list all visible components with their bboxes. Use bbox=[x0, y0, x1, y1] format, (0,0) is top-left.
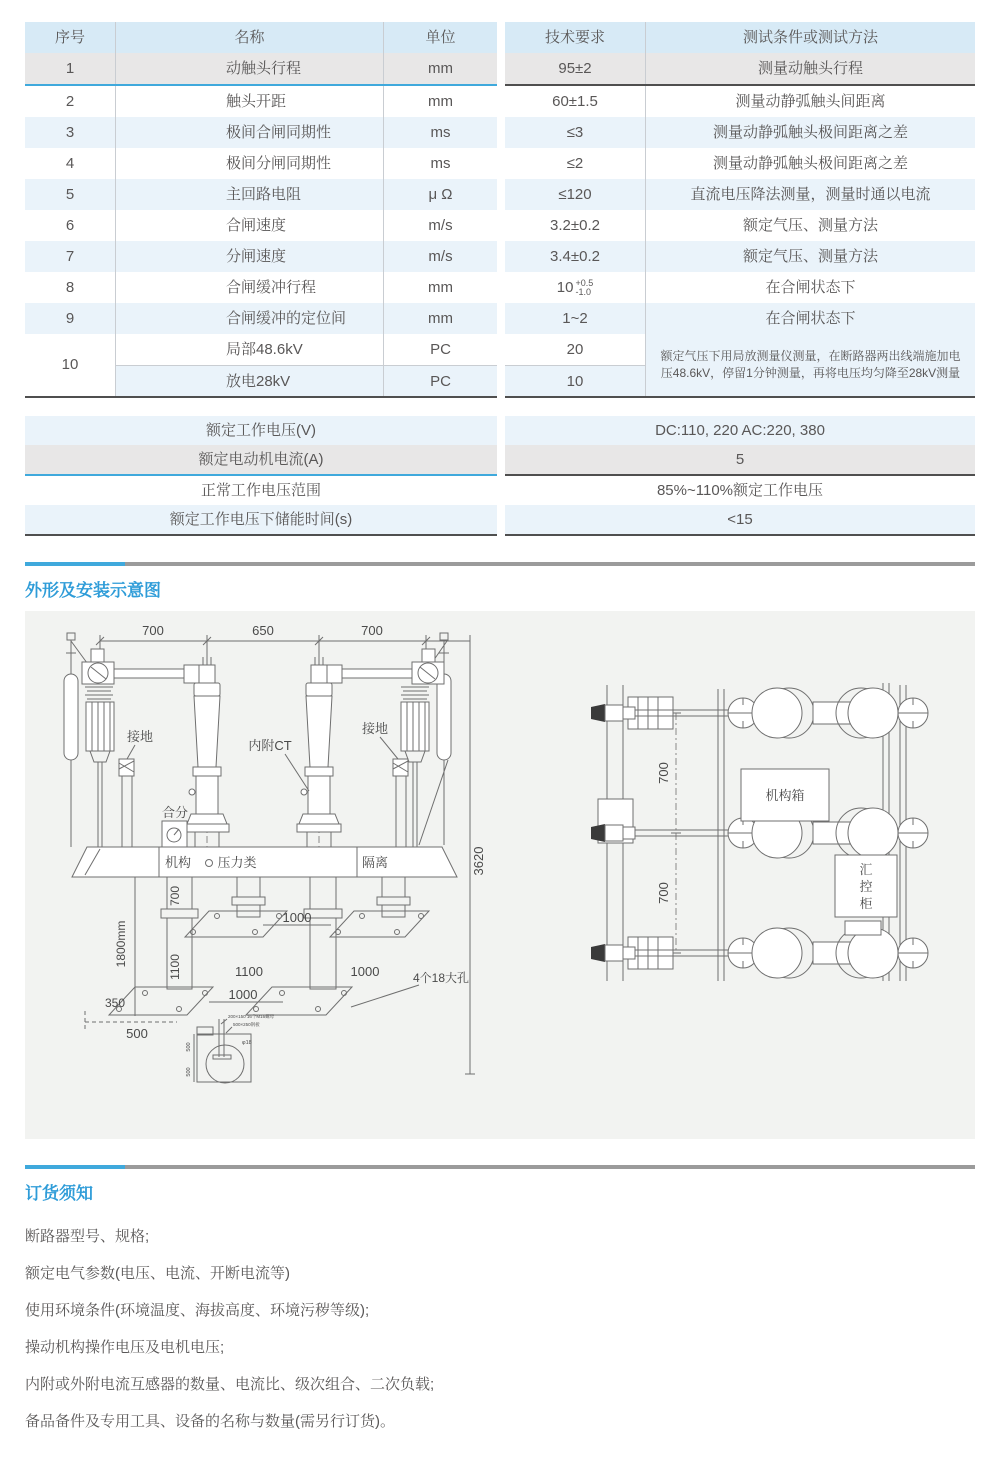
cell-method: 测量动静弧触头极间距离之差 bbox=[645, 148, 975, 179]
req-column bbox=[505, 334, 645, 396]
pole-column-b bbox=[297, 655, 341, 847]
column-gap bbox=[497, 53, 505, 86]
cell-method: 额定气压、测量方法 bbox=[645, 241, 975, 272]
detail-500b: 500 bbox=[186, 1067, 192, 1077]
cell-method: 在合闸状态下 bbox=[645, 303, 975, 334]
req-tolerance bbox=[575, 279, 593, 297]
spec-row-left bbox=[25, 179, 497, 210]
aux-row-right bbox=[505, 505, 975, 536]
ordering-item: 内附或外附电流互感器的数量、电流比、级次组合、二次负载; bbox=[25, 1376, 435, 1393]
aux-row-right bbox=[505, 416, 975, 445]
aux-label-cell: 额定工作电压下储能时间(s) bbox=[169, 511, 353, 528]
outline-section-divider bbox=[25, 562, 975, 566]
spec-row-left bbox=[25, 148, 497, 179]
spec-row-right bbox=[505, 148, 975, 179]
column-gap bbox=[497, 334, 505, 398]
aux-row-right bbox=[505, 445, 975, 476]
cell-method: 测量动静弧触头间距离 bbox=[645, 86, 975, 117]
column-gap bbox=[497, 117, 505, 148]
aux-row bbox=[25, 445, 975, 476]
cell-requirement: 60±1.5 bbox=[552, 93, 598, 110]
outline-diagram bbox=[25, 611, 975, 1139]
geli-label: 隔离 bbox=[361, 855, 389, 870]
jigou-label: 机构 bbox=[164, 855, 192, 870]
cell-no: 2 bbox=[65, 93, 75, 110]
ordering-item: 额定电气参数(电压、电流、开断电流等) bbox=[25, 1265, 290, 1282]
cell-method: 测量动静弧触头极间距离之差 bbox=[645, 117, 975, 148]
spec-row-right bbox=[505, 210, 975, 241]
dim-1000-rear: 1000 bbox=[282, 910, 312, 925]
mechanism-box-label: 机构箱 bbox=[765, 788, 805, 803]
divider-accent bbox=[25, 562, 125, 566]
column-gap bbox=[497, 303, 505, 334]
aux-row-right bbox=[505, 476, 975, 505]
col-header-unit: 单位 bbox=[383, 22, 497, 53]
spec-row-left bbox=[25, 241, 497, 272]
aux-value-cell: DC:110, 220 AC:220, 380 bbox=[655, 422, 825, 439]
divider-rule bbox=[125, 562, 975, 566]
cell-method: 额定气压下用局放测量仪测量，在断路器两出线端施加电压48.6kV，停留1分钟测量，再将电压均匀降至28kV测量 bbox=[645, 334, 975, 396]
column-gap bbox=[497, 416, 505, 445]
cell-name: 合闸缓冲的定位间 bbox=[115, 303, 383, 334]
spec-row-right bbox=[505, 179, 975, 210]
spec-row-right bbox=[505, 303, 975, 334]
front-view-drawing bbox=[57, 619, 507, 1104]
cell-name: 局部48.6kV bbox=[115, 334, 383, 365]
req-sup: +0.5 bbox=[575, 278, 594, 289]
aux-row-left bbox=[25, 445, 497, 476]
name-column bbox=[115, 334, 383, 396]
column-gap bbox=[497, 148, 505, 179]
cell-no: 7 bbox=[65, 248, 75, 265]
spec-row-right bbox=[505, 241, 975, 272]
spec-row bbox=[25, 117, 975, 148]
spec-row-left bbox=[25, 53, 497, 86]
cell-requirement: 20 bbox=[505, 334, 645, 365]
column-gap bbox=[497, 86, 505, 117]
ordering-item: 备品备件及专用工具、设备的名称与数量(需另行订货)。 bbox=[25, 1413, 395, 1430]
unit-column bbox=[383, 334, 497, 396]
dim-1000-mid: 1000 bbox=[350, 964, 380, 979]
req-sub: -1.0 bbox=[575, 287, 591, 298]
dim-650: 650 bbox=[252, 623, 274, 638]
cell-name: 动触头行程 bbox=[115, 53, 383, 84]
ordering-item: 操动机构操作电压及电机电压; bbox=[25, 1339, 225, 1356]
cell-unit: mm bbox=[383, 272, 497, 303]
pole-column-a bbox=[185, 655, 229, 847]
outline-section-title: 外形及安装示意图 bbox=[25, 581, 161, 600]
cell-name: 合闸缓冲行程 bbox=[115, 272, 383, 303]
cell-requirement: 95±2 bbox=[558, 60, 592, 77]
control-cabinet-char-3: 柜 bbox=[859, 896, 873, 911]
phase-row-1 bbox=[591, 688, 928, 738]
control-cabinet-char-1: 汇 bbox=[859, 862, 873, 877]
cell-unit: m/s bbox=[383, 210, 497, 241]
divider-rule bbox=[125, 1165, 975, 1169]
cell-requirement: ≤2 bbox=[566, 155, 584, 172]
cell-unit: PC bbox=[383, 334, 497, 365]
aux-row-left bbox=[25, 505, 497, 536]
cell-unit: mm bbox=[383, 86, 497, 117]
cell-no: 4 bbox=[65, 155, 75, 172]
spec-row-right bbox=[505, 53, 975, 86]
dim-700-left: 700 bbox=[142, 623, 164, 638]
column-gap bbox=[497, 179, 505, 210]
spec-row bbox=[25, 179, 975, 210]
col-header-no: 序号 bbox=[54, 29, 85, 46]
aux-label-cell: 额定工作电压(V) bbox=[206, 422, 316, 439]
control-cabinet-char-2: 控 bbox=[859, 879, 873, 894]
dim-350: 350 bbox=[104, 996, 126, 1010]
ordering-item: 使用环境条件(环境温度、海拔高度、环境污秽等级); bbox=[25, 1302, 370, 1319]
detail-dia18: φ18 bbox=[242, 1040, 252, 1046]
ct-label: 内附CT bbox=[248, 738, 292, 753]
aux-label-cell: 额定电动机电流(A) bbox=[198, 451, 324, 468]
cell-requirement: 3.4±0.2 bbox=[550, 248, 600, 265]
cell-no: 6 bbox=[65, 217, 75, 234]
spec-row-right bbox=[505, 86, 975, 117]
top-dim-700a: 700 bbox=[656, 762, 671, 784]
spec-row bbox=[25, 272, 975, 303]
aux-label-cell: 正常工作电压范围 bbox=[200, 482, 321, 499]
cell-name: 极间合闸同期性 bbox=[115, 117, 383, 148]
spec-row bbox=[25, 86, 975, 117]
cell-unit: m/s bbox=[383, 241, 497, 272]
top-view-drawing bbox=[573, 663, 993, 993]
dim-leg-1100a: 1100 bbox=[168, 954, 182, 980]
cell-no: 3 bbox=[65, 124, 75, 141]
cell-no: 5 bbox=[65, 186, 75, 203]
cell-requirement: 3.2±0.2 bbox=[550, 217, 600, 234]
cell-requirement: 1~2 bbox=[562, 310, 588, 327]
aux-value-cell: 5 bbox=[735, 451, 745, 468]
cell-requirement bbox=[505, 272, 645, 303]
aux-value-cell: 85%~110%额定工作电压 bbox=[656, 482, 824, 499]
dim-1800mm: 1800mm bbox=[114, 920, 128, 968]
dim-700-right: 700 bbox=[361, 623, 383, 638]
ground-right-label: 接地 bbox=[361, 721, 389, 736]
spec-row bbox=[25, 148, 975, 179]
spec-row bbox=[25, 241, 975, 272]
yali-label: 压力类 bbox=[217, 855, 257, 870]
col-header-name: 名称 bbox=[115, 22, 383, 53]
column-gap bbox=[497, 22, 505, 53]
cell-no: 10 bbox=[61, 356, 79, 373]
spec-row-left bbox=[25, 303, 497, 334]
spec-table bbox=[25, 22, 975, 398]
spec-header-right bbox=[505, 22, 975, 53]
spec-row-left bbox=[25, 334, 497, 398]
spec-row bbox=[25, 210, 975, 241]
cell-unit: mm bbox=[383, 53, 497, 84]
spec-row-right bbox=[505, 272, 975, 303]
cell-method: 在合闸状态下 bbox=[645, 272, 975, 303]
divider-accent bbox=[25, 1165, 125, 1169]
aux-table bbox=[25, 416, 975, 536]
cell-requirement: 10 bbox=[505, 365, 645, 396]
dim-3620: 3620 bbox=[471, 846, 486, 876]
aux-row bbox=[25, 505, 975, 536]
cell-name: 合闸速度 bbox=[115, 210, 383, 241]
cell-method: 直流电压降法测量，测量时通以电流 bbox=[645, 179, 975, 210]
hefen-label: 合分 bbox=[161, 805, 189, 820]
dim-1000-front: 1000 bbox=[228, 987, 258, 1002]
cell-name: 分闸速度 bbox=[115, 241, 383, 272]
spec-row-left bbox=[25, 210, 497, 241]
column-gap bbox=[497, 241, 505, 272]
dim-500: 500 bbox=[126, 1026, 148, 1041]
cell-no: 1 bbox=[65, 60, 75, 77]
dim-leg-700: 700 bbox=[168, 885, 182, 907]
foundation-detail bbox=[186, 1013, 275, 1083]
column-gap bbox=[497, 505, 505, 536]
spec-row-left bbox=[25, 272, 497, 303]
cell-requirement: ≤3 bbox=[566, 124, 584, 141]
cell-unit: mm bbox=[383, 303, 497, 334]
spec-header-row bbox=[25, 22, 975, 53]
spec-row bbox=[25, 303, 975, 334]
cell-unit: μ Ω bbox=[383, 179, 497, 210]
aux-value-cell: <15 bbox=[727, 511, 753, 528]
column-gap bbox=[497, 476, 505, 505]
aux-row-left bbox=[25, 476, 497, 505]
ground-left-label: 接地 bbox=[126, 729, 154, 744]
cell-unit: ms bbox=[383, 148, 497, 179]
column-gap bbox=[497, 445, 505, 476]
dim-leg-1100b: 1100 bbox=[235, 964, 263, 979]
cell-method: 测量动触头行程 bbox=[645, 53, 975, 84]
ordering-item: 断路器型号、规格; bbox=[25, 1228, 150, 1245]
aux-row bbox=[25, 416, 975, 445]
col-header-method: 测试条件或测试方法 bbox=[645, 22, 975, 53]
column-gap bbox=[497, 272, 505, 303]
detail-bolt-note: 200×150 16个M16螺母 bbox=[228, 1014, 275, 1019]
holes-label: 4个18大孔 bbox=[412, 971, 470, 985]
spec-header-left bbox=[25, 22, 497, 53]
spec-row-10 bbox=[25, 334, 975, 398]
spec-row-left bbox=[25, 86, 497, 117]
col-header-req: 技术要求 bbox=[544, 29, 605, 46]
ordering-section-title: 订货须知 bbox=[25, 1184, 93, 1203]
detail-500a: 500 bbox=[186, 1042, 192, 1052]
cell-no: 8 bbox=[65, 279, 75, 296]
cell-name: 极间分闸同期性 bbox=[115, 148, 383, 179]
top-dim-700b: 700 bbox=[656, 882, 671, 904]
cell-method: 额定气压、测量方法 bbox=[645, 210, 975, 241]
cell-requirement: ≤120 bbox=[558, 186, 592, 203]
column-gap bbox=[497, 210, 505, 241]
cell-unit: PC bbox=[383, 365, 497, 396]
spec-row-left bbox=[25, 117, 497, 148]
cell-name: 主回路电阻 bbox=[115, 179, 383, 210]
spec-row bbox=[25, 53, 975, 86]
cell-name: 放电28kV bbox=[115, 365, 383, 396]
cell-name: 触头开距 bbox=[115, 86, 383, 117]
cell-no: 9 bbox=[65, 310, 75, 327]
detail-plate-note: 500×250钢板 bbox=[233, 1022, 260, 1027]
aux-row bbox=[25, 476, 975, 505]
req-base: 10 bbox=[556, 279, 574, 296]
spec-row-right bbox=[505, 334, 975, 398]
cell-unit: ms bbox=[383, 117, 497, 148]
ordering-list bbox=[25, 1218, 975, 1440]
ordering-section-divider bbox=[25, 1165, 975, 1169]
aux-row-left bbox=[25, 416, 497, 445]
spec-row-right bbox=[505, 117, 975, 148]
